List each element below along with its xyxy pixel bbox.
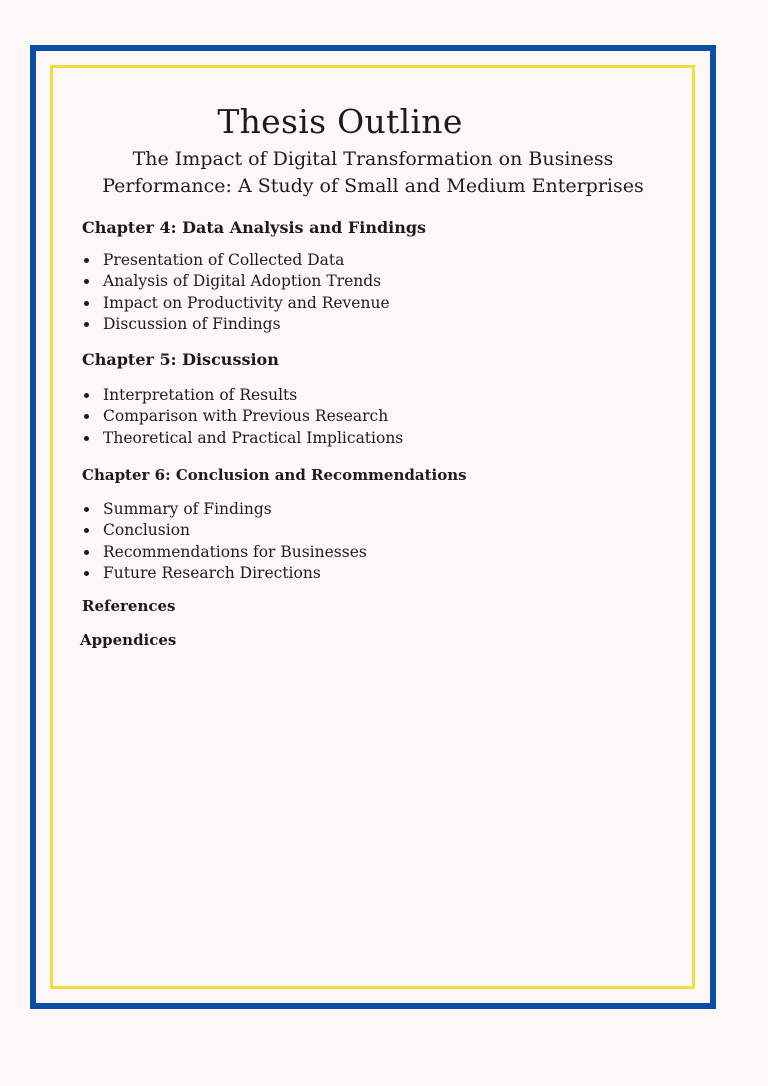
list-item-text: Conclusion (103, 521, 191, 540)
bullet-icon (84, 571, 89, 576)
chapter-4-list (82, 250, 390, 335)
bullet-icon (84, 258, 89, 263)
page-title: Thesis Outline (217, 102, 463, 142)
appendices-heading: Appendices (80, 631, 177, 649)
list-item-text: Theoretical and Practical Implications (103, 428, 404, 447)
list-item (82, 293, 390, 314)
thesis-subtitle: The Impact of Digital Transformation on Business Performance: A Study of Small and Medium Enterprises (102, 148, 644, 197)
bullet-icon (84, 301, 89, 306)
list-item (82, 406, 403, 427)
list-item-text: Presentation of Collected Data (103, 251, 345, 269)
chapter-4-heading: Chapter 4: Data Analysis and Findings (82, 218, 427, 237)
bullet-icon (84, 322, 89, 327)
references-heading: References (82, 597, 176, 615)
list-item (82, 542, 367, 563)
list-item (82, 250, 390, 271)
list-item (82, 385, 403, 406)
list-item (82, 428, 403, 449)
list-item-text: Interpretation of Results (103, 386, 298, 404)
list-item (82, 520, 367, 541)
list-item (82, 271, 390, 292)
bullet-icon (84, 393, 89, 398)
list-item-text: Recommendations for Businesses (103, 542, 367, 561)
bullet-icon (84, 528, 89, 533)
chapter-6-heading: Chapter 6: Conclusion and Recommendations (82, 466, 467, 484)
list-item-text: Comparison with Previous Research (103, 407, 389, 426)
list-item (82, 563, 367, 584)
chapter-6-list (82, 499, 367, 584)
bullet-icon (84, 279, 89, 284)
chapter-5-list (82, 385, 403, 449)
chapter-5-heading: Chapter 5: Discussion (82, 350, 279, 369)
bullet-icon (84, 550, 89, 555)
bullet-icon (84, 507, 89, 512)
list-item-text: Future Research Directions (103, 563, 321, 582)
list-item (82, 314, 390, 335)
list-item-text: Summary of Findings (103, 500, 272, 518)
list-item-text: Analysis of Digital Adoption Trends (103, 272, 382, 291)
bullet-icon (84, 414, 89, 419)
list-item-text: Impact on Productivity and Revenue (103, 293, 390, 312)
list-item (82, 499, 367, 520)
bullet-icon (84, 436, 89, 441)
list-item-text: Discussion of Findings (103, 314, 281, 333)
